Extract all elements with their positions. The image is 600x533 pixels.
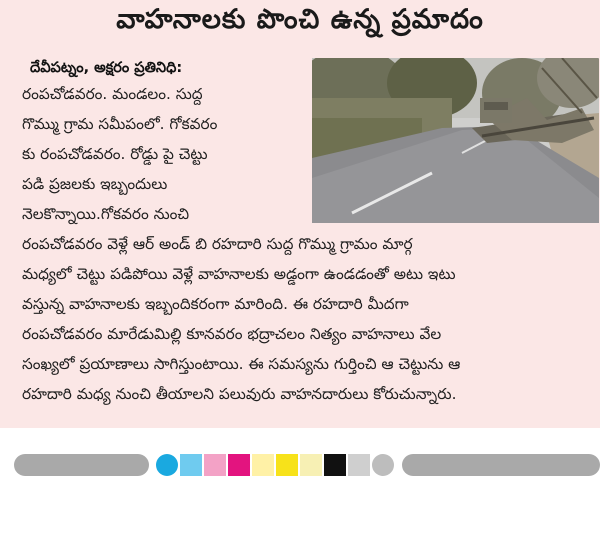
- body-line-11: రహదారి మధ్య నుంచి తీయాలని పలువురు వాహనదారులు కోరుచున్నారు.: [22, 385, 457, 403]
- body-line-1: రంపచోడవరం. మండలం. సుద్ద: [22, 85, 203, 103]
- body-line-4: పడి ప్రజలకు ఇబ్బందులు: [22, 175, 168, 193]
- body-line-3: కు రంపచోడవరం. రోడ్డు పై చెట్టు: [22, 145, 208, 163]
- body-line-10: సంఖ్యలో ప్రయాణాలు సాగిస్తుంటాయి. ఈ సమస్యను గుర్తించి ఆ చెట్టును ఆ: [22, 355, 461, 373]
- headline: వాహనాలకు పొంచి ఉన్న ప్రమాదం: [116, 4, 484, 35]
- body-line-7: మధ్యలో చెట్టు పడిపోయి వెళ్లే వాహనాలకు అడ్డంగా ఉండడంతో అటు ఇటు: [22, 265, 456, 283]
- body-line-5: నెలకొన్నాయి.గోకవరం నుంచి: [22, 205, 190, 223]
- body-line-8: వస్తున్న వాహనాలకు ఇబ్బందికరంగా మారింది. ఈ రహదారి మీదగా: [22, 295, 409, 313]
- road-fallen-tree-photo: [312, 58, 599, 223]
- print-color-bar: [0, 450, 600, 480]
- photo-image: [312, 58, 599, 223]
- body-line-6: రంపచోడవరం వెళ్లే ఆర్ అండ్ బి రహదారి సుద్ద గొమ్ము గ్రామం మార్గ: [22, 235, 413, 253]
- body-line-9: రంపచోడవరం మారేడుమిల్లి కూనవరం భద్రాచలం నిత్యం వాహనాలు వేల: [22, 325, 442, 343]
- color-registration-strip: [0, 450, 600, 480]
- dateline: దేవీపట్నం, అక్షరం ప్రతినిధి:: [30, 60, 183, 76]
- body-line-2: గొమ్ము గ్రామ సమీపంలో. గోకవరం: [22, 115, 218, 133]
